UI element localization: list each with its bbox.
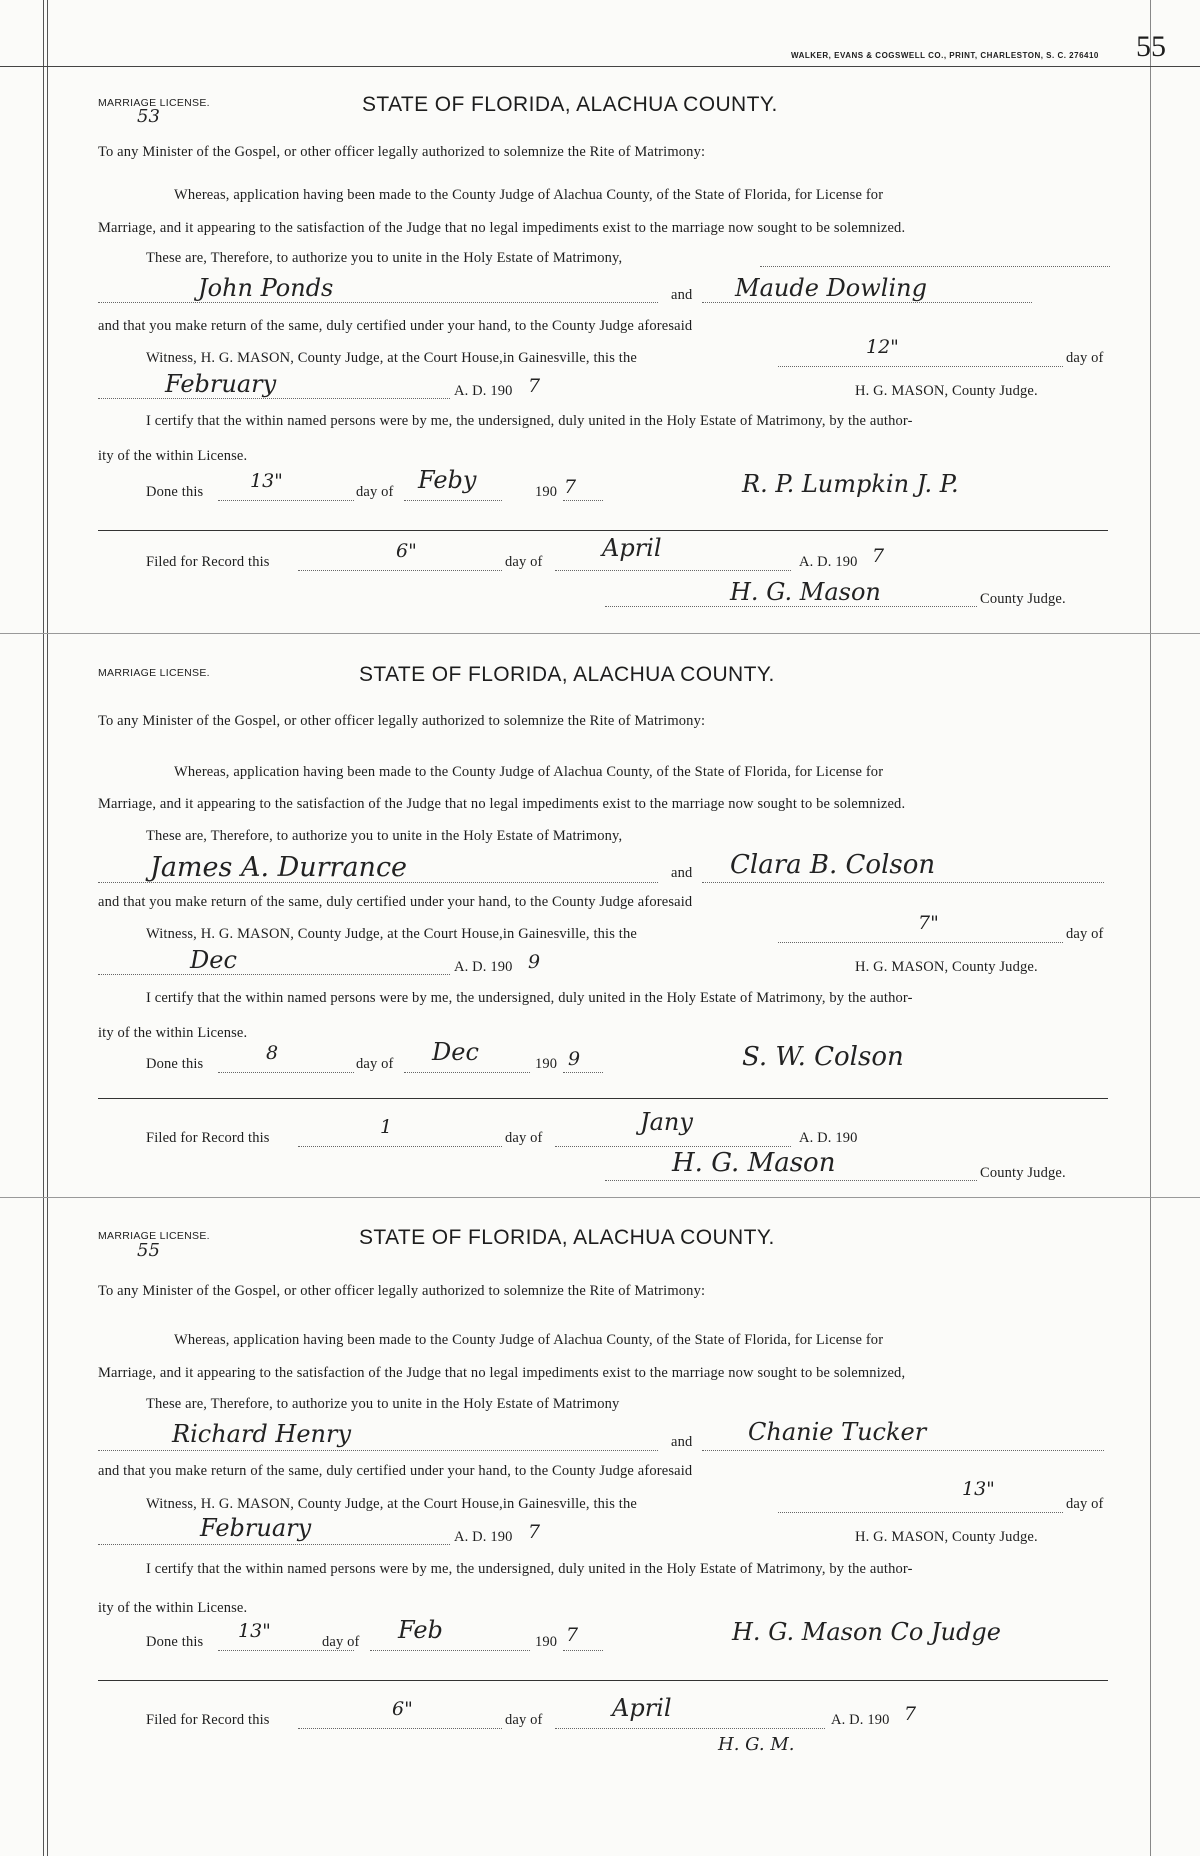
filed-day-of-label: day of [505, 1130, 543, 1146]
done-day: 8 [266, 1042, 279, 1064]
bride-name: Maude Dowling [735, 274, 927, 302]
witness-year: 7 [528, 1521, 541, 1543]
done-day: 13" [250, 470, 283, 492]
judge-signature: H. G. Mason [730, 578, 881, 606]
ad-label: A. D. 190 [454, 1529, 513, 1545]
whereas-line-2: Marriage, and it appearing to the satisfaction of the Judge that no legal impediments exist to the marriage now sought to be solemnized. [98, 796, 906, 812]
certify-line-1: I certify that the within named persons were by me, the undersigned, duly united in the Holy Estate of Matrimony, by the author- [146, 413, 913, 429]
done-month: Feb [398, 1616, 443, 1644]
groom-name: Richard Henry [172, 1420, 352, 1448]
done-year: 7 [564, 476, 577, 498]
whereas-line-1: Whereas, application having been made to the County Judge of Alachua County, of the State of Florida, for License for [174, 764, 884, 780]
done-month: Feby [418, 466, 477, 494]
state-title: STATE OF FLORIDA, ALACHUA COUNTY. [359, 663, 775, 686]
license-number: 53 [137, 106, 160, 127]
judge-line: H. G. MASON, County Judge. [855, 959, 1038, 975]
and-word: and [671, 1434, 693, 1450]
done-month: Dec [432, 1038, 479, 1066]
filed-ad-label: A. D. 190 [799, 554, 858, 570]
groom-name: John Ponds [198, 274, 334, 302]
officiant-signature: H. G. Mason Co Judge [732, 1618, 1001, 1646]
page-number: 55 [1136, 30, 1166, 63]
officiant-signature: R. P. Lumpkin J. P. [742, 470, 959, 498]
and-word: and [671, 865, 693, 881]
return-line: and that you make return of the same, duly certified under your hand, to the County Judge aforesaid [98, 894, 693, 910]
done-year-prefix: 190 [535, 484, 558, 500]
printer-imprint: WALKER, EVANS & COGSWELL CO., PRINT, CHARLESTON, S. C. 276410 [791, 51, 1099, 60]
certify-line-2: ity of the within License. [98, 1025, 248, 1041]
bride-name: Clara B. Colson [730, 850, 936, 880]
witness-day: 13" [962, 1478, 995, 1500]
certify-line-1: I certify that the within named persons were by me, the undersigned, duly united in the Holy Estate of Matrimony, by the author- [146, 990, 913, 1006]
header-rule [0, 66, 1200, 67]
judge-line: H. G. MASON, County Judge. [855, 383, 1038, 399]
filed-ad-label: A. D. 190 [831, 1712, 890, 1728]
whereas-line-1: Whereas, application having been made to the County Judge of Alachua County, of the State of Florida, for License for [174, 187, 884, 203]
witness-line: Witness, H. G. MASON, County Judge, at the Court House,in Gainesville, this the [146, 350, 637, 366]
return-line: and that you make return of the same, duly certified under your hand, to the County Judge aforesaid [98, 318, 693, 334]
section-divider-1 [0, 633, 1200, 634]
bride-name: Chanie Tucker [748, 1418, 927, 1446]
done-year: 7 [566, 1624, 579, 1646]
witness-day: 12" [866, 336, 899, 358]
certify-line-2: ity of the within License. [98, 1600, 248, 1616]
done-year-prefix: 190 [535, 1634, 558, 1650]
filed-year: 7 [904, 1703, 917, 1725]
witness-day: 7" [918, 912, 939, 934]
done-year: 9 [568, 1048, 581, 1070]
ad-label: A. D. 190 [454, 383, 513, 399]
license-label: MARRIAGE LICENSE. [98, 667, 210, 679]
done-this-label: Done this [146, 1056, 204, 1072]
county-judge-label: County Judge. [980, 1165, 1066, 1181]
whereas-line-1: Whereas, application having been made to the County Judge of Alachua County, of the State of Florida, for License for [174, 1332, 884, 1348]
day-of-label: day of [1066, 1496, 1104, 1512]
whereas-line-2: Marriage, and it appearing to the satisfaction of the Judge that no legal impediments exist to the marriage now sought to be solemnized, [98, 1365, 906, 1381]
witness-line: Witness, H. G. MASON, County Judge, at the Court House,in Gainesville, this the [146, 926, 637, 942]
certify-line-1: I certify that the within named persons were by me, the undersigned, duly united in the Holy Estate of Matrimony, by the author- [146, 1561, 913, 1577]
done-year-prefix: 190 [535, 1056, 558, 1072]
officiant-signature: S. W. Colson [742, 1042, 904, 1072]
address-line: To any Minister of the Gospel, or other officer legally authorized to solemnize the Rite of Matrimony: [98, 713, 706, 729]
certify-line-2: ity of the within License. [98, 448, 248, 464]
day-of-label: day of [1066, 926, 1104, 942]
filed-month: April [612, 1694, 672, 1722]
these-are-line: These are, Therefore, to authorize you to unite in the Holy Estate of Matrimony, [146, 828, 623, 844]
license-label: MARRIAGE LICENSE. [98, 1230, 210, 1242]
witness-line: Witness, H. G. MASON, County Judge, at the Court House,in Gainesville, this the [146, 1496, 637, 1512]
filed-year: 7 [872, 545, 885, 567]
address-line: To any Minister of the Gospel, or other officer legally authorized to solemnize the Rite of Matrimony: [98, 144, 706, 160]
filed-label: Filed for Record this [146, 1130, 270, 1146]
done-this-label: Done this [146, 1634, 204, 1650]
filed-day-of-label: day of [505, 1712, 543, 1728]
these-are-line: These are, Therefore, to authorize you to unite in the Holy Estate of Matrimony [146, 1396, 620, 1412]
filed-day-of-label: day of [505, 554, 543, 570]
filed-day: 6" [396, 540, 417, 562]
left-margin-line-inner [47, 0, 48, 1856]
section-divider-2 [0, 1197, 1200, 1198]
witness-year: 7 [528, 375, 541, 397]
witness-month: February [165, 370, 277, 398]
filed-label: Filed for Record this [146, 1712, 270, 1728]
state-title: STATE OF FLORIDA, ALACHUA COUNTY. [362, 93, 778, 116]
done-day-of-label: day of [356, 1056, 394, 1072]
judge-signature: H. G. M. [718, 1734, 795, 1755]
done-this-label: Done this [146, 484, 204, 500]
filed-month: Jany [640, 1108, 693, 1136]
ad-label: A. D. 190 [454, 959, 513, 975]
address-line: To any Minister of the Gospel, or other officer legally authorized to solemnize the Rite of Matrimony: [98, 1283, 706, 1299]
judge-line: H. G. MASON, County Judge. [855, 1529, 1038, 1545]
filed-day: 6" [392, 1698, 413, 1720]
done-day-of-label: day of [356, 484, 394, 500]
state-title: STATE OF FLORIDA, ALACHUA COUNTY. [359, 1226, 775, 1249]
done-day-of-label: day of [322, 1634, 360, 1650]
groom-name: James A. Durrance [150, 852, 408, 883]
and-word: and [671, 287, 693, 303]
these-are-line: These are, Therefore, to authorize you to unite in the Holy Estate of Matrimony, [146, 250, 623, 266]
filed-day: 1 [380, 1116, 393, 1138]
license-label: MARRIAGE LICENSE. [98, 97, 210, 109]
filed-label: Filed for Record this [146, 554, 270, 570]
filed-ad-label: A. D. 190 [799, 1130, 858, 1146]
witness-year: 9 [528, 951, 541, 973]
county-judge-label: County Judge. [980, 591, 1066, 607]
witness-month: February [200, 1514, 312, 1542]
witness-month: Dec [190, 946, 237, 974]
left-margin-line [43, 0, 44, 1856]
license-number: 55 [137, 1240, 160, 1261]
done-day: 13" [238, 1620, 271, 1642]
right-margin-line [1150, 0, 1151, 1856]
return-line: and that you make return of the same, duly certified under your hand, to the County Judge aforesaid [98, 1463, 693, 1479]
judge-signature: H. G. Mason [672, 1148, 836, 1178]
day-of-label: day of [1066, 350, 1104, 366]
filed-month: April [602, 534, 662, 562]
whereas-line-2: Marriage, and it appearing to the satisfaction of the Judge that no legal impediments exist to the marriage now sought to be solemnized. [98, 220, 906, 236]
